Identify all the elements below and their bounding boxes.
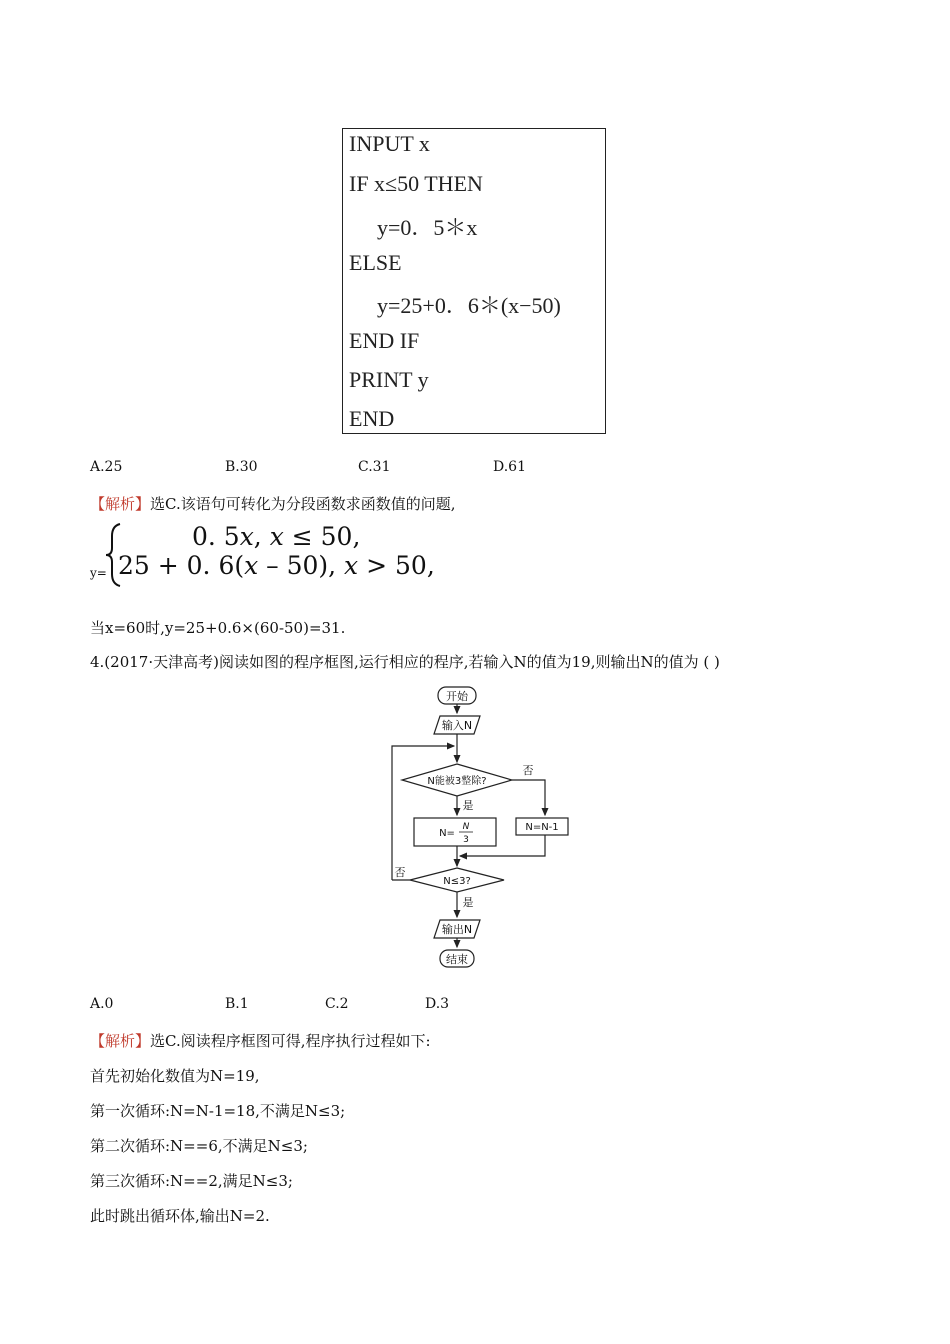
analysis-tag-4: 【解析】 — [90, 1032, 151, 1050]
flow-output-label: 输出N — [441, 923, 473, 936]
code-box — [342, 128, 606, 434]
code-line-end: END — [349, 406, 395, 431]
option-a: A.25 — [90, 459, 123, 475]
flow-assign-minus-label: N=N-1 — [525, 822, 559, 833]
analysis-tag: 【解析】 — [90, 495, 151, 513]
step-1: 首先初始化数值为N=19, — [90, 1067, 260, 1085]
analysis-text: 选C.该语句可转化为分段函数求函数值的问题, — [150, 495, 456, 513]
flow-end-label: 结束 — [446, 953, 468, 966]
question-4: 4.(2017·天津高考)阅读如图的程序框图,运行相应的程序,若输入N的值为19,则输出N的值为 ( ) — [90, 653, 720, 671]
flow-cond1-label: N能被3整除? — [427, 776, 487, 787]
flow-cond2-label: N≤3? — [443, 876, 471, 887]
flowchart — [380, 682, 580, 972]
flow-divide-box — [414, 818, 496, 846]
option-a-4: A.0 — [90, 996, 114, 1012]
flow-no1-label: 否 — [522, 764, 534, 777]
option-b-4: B.1 — [225, 996, 249, 1012]
option-c-4: C.2 — [325, 996, 349, 1012]
flow-no2-label: 否 — [394, 866, 406, 879]
flow-yes2-label: 是 — [462, 896, 474, 909]
option-d-4: D.3 — [425, 996, 450, 1012]
code-line-input: INPUT x — [349, 131, 430, 156]
flow-frac-num: N — [462, 822, 470, 832]
step-3: 第二次循环:N==6,不满足N≤3; — [90, 1137, 308, 1155]
piecewise-case-1: 0. 5𝑥, 𝑥 ≤ 50, — [192, 522, 361, 551]
flow-start-label: 开始 — [446, 690, 468, 703]
flow-yes1-label: 是 — [462, 799, 474, 812]
step-4: 第三次循环:N==2,满足N≤3; — [90, 1172, 293, 1190]
code-line-else: ELSE — [349, 250, 402, 275]
piecewise-case-2: 25 + 0. 6(𝑥 – 50), 𝑥 > 50, — [118, 551, 435, 580]
code-line-endif: END IF — [349, 328, 420, 353]
flow-input-label: 输入N — [441, 719, 473, 732]
option-b: B.30 — [225, 459, 258, 475]
code-line-if: IF x≤50 THEN — [349, 171, 483, 196]
flow-frac-den: 3 — [463, 835, 469, 845]
flow-assign-div-label: N= — [439, 828, 455, 839]
analysis-text-4: 选C.阅读程序框图可得,程序执行过程如下: — [150, 1032, 431, 1050]
piecewise-prefix: y= — [90, 566, 107, 580]
step-2: 第一次循环:N=N-1=18,不满足N≤3; — [90, 1102, 346, 1120]
analysis-line — [90, 494, 456, 514]
option-c: C.31 — [358, 459, 391, 475]
code-line-else-assign: y=25+0．6＊(x−50) — [377, 293, 561, 318]
option-d: D.61 — [493, 459, 526, 475]
code-line-then-assign: y=0．5＊x — [377, 215, 478, 240]
analysis-line-4 — [90, 1031, 431, 1051]
result-line: 当x=60时,y=25+0.6×(60-50)=31. — [90, 619, 346, 637]
step-5: 此时跳出循环体,输出N=2. — [90, 1207, 270, 1225]
code-line-print: PRINT y — [349, 367, 429, 392]
